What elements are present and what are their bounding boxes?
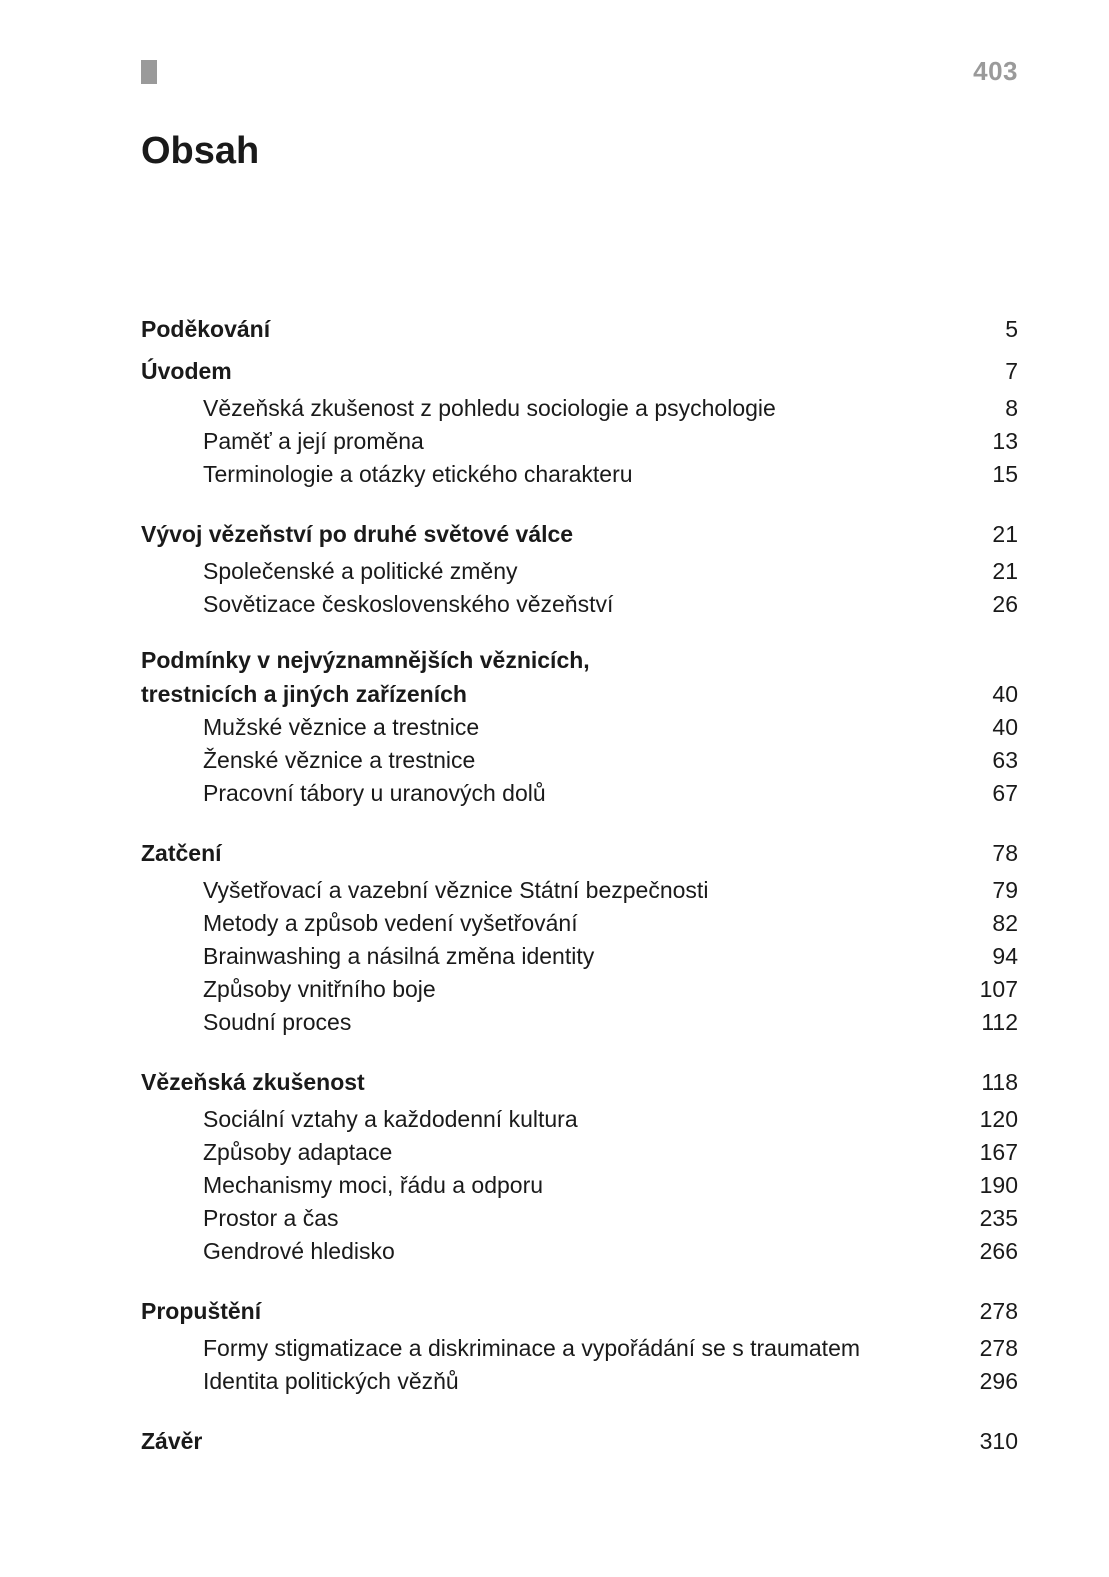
chapter-title: Propuštění (141, 1298, 262, 1324)
subsection-title: Mechanismy moci, řádu a odporu (203, 1172, 544, 1198)
toc-subsection-entry[interactable] (141, 1365, 1018, 1398)
subsection-page: 107 (979, 976, 1018, 1002)
toc-subsection-entry[interactable] (141, 555, 1018, 588)
subsection-title: Sociální vztahy a každodenní kultura (203, 1106, 578, 1132)
subsection-page: 40 (992, 714, 1018, 740)
toc-subsection-entry[interactable] (141, 1169, 1018, 1202)
subsection-page: 79 (992, 877, 1018, 903)
toc-chapter-entry[interactable] (141, 643, 1018, 711)
toc-chapter-entry[interactable] (141, 832, 1018, 874)
chapter-title: Podmínky v nejvýznamnějších věznicích, (141, 647, 590, 673)
toc-section (141, 1420, 1018, 1462)
toc-subsection-entry[interactable] (141, 392, 1018, 425)
toc-subsection-entry[interactable] (141, 1103, 1018, 1136)
toc-subsection-entry[interactable] (141, 458, 1018, 491)
subsection-title: Vězeňská zkušenost z pohledu sociologie a psychologie (203, 395, 776, 421)
toc-subsection-entry[interactable] (141, 1235, 1018, 1268)
toc-subsection-entry[interactable] (141, 1006, 1018, 1039)
toc-chapter-entry[interactable] (141, 1290, 1018, 1332)
toc-section (141, 1061, 1018, 1268)
toc-subsection-entry[interactable] (141, 1136, 1018, 1169)
chapter-title: Vězeňská zkušenost (141, 1069, 365, 1095)
toc-section (141, 350, 1018, 491)
subsection-title: Pracovní tábory u uranových dolů (203, 780, 546, 806)
chapter-title: Vývoj vězeňství po druhé světové válce (141, 521, 574, 547)
chapter-title: trestnicích a jiných zařízeních (141, 681, 467, 707)
subsection-page: 190 (979, 1172, 1018, 1198)
toc-chapter-entry[interactable] (141, 1061, 1018, 1103)
subsection-page: 15 (992, 461, 1018, 487)
subsection-page: 266 (979, 1238, 1018, 1264)
subsection-page: 278 (979, 1335, 1018, 1361)
chapter-title: Závěr (141, 1428, 203, 1454)
chapter-title: Úvodem (141, 358, 232, 384)
subsection-page: 82 (992, 910, 1018, 936)
toc-subsection-entry[interactable] (141, 588, 1018, 621)
subsection-title: Prostor a čas (203, 1205, 339, 1231)
subsection-page: 94 (992, 943, 1018, 969)
subsection-page: 235 (979, 1205, 1018, 1231)
subsection-page: 8 (1005, 395, 1018, 421)
toc-section (141, 643, 1018, 810)
chapter-title-line (141, 643, 1018, 677)
page-title: Obsah (141, 130, 260, 172)
subsection-title: Metody a způsob vedení vyšetřování (203, 910, 578, 936)
subsection-title: Brainwashing a násilná změna identity (203, 943, 595, 969)
subsection-title: Paměť a její proměna (203, 428, 424, 454)
chapter-page: 310 (979, 1428, 1018, 1454)
chapter-title-line (141, 677, 1018, 711)
chapter-title: Zatčení (141, 840, 222, 866)
subsection-title: Mužské věznice a trestnice (203, 714, 480, 740)
toc-section (141, 308, 1018, 350)
table-of-contents (141, 308, 1018, 1484)
chapter-page: 118 (981, 1069, 1018, 1095)
toc-subsection-entry[interactable] (141, 907, 1018, 940)
subsection-page: 67 (992, 780, 1018, 806)
subsection-title: Ženské věznice a trestnice (203, 747, 476, 773)
subsection-page: 21 (992, 558, 1018, 584)
toc-chapter-entry[interactable] (141, 513, 1018, 555)
subsection-page: 63 (992, 747, 1018, 773)
toc-chapter-entry[interactable] (141, 1420, 1018, 1462)
chapter-page: 7 (1005, 358, 1018, 384)
subsection-page: 112 (981, 1009, 1018, 1035)
chapter-page: 40 (992, 681, 1018, 707)
toc-section (141, 832, 1018, 1039)
subsection-title: Soudní proces (203, 1009, 352, 1035)
subsection-title: Formy stigmatizace a diskriminace a vypořádání se s traumatem (203, 1335, 861, 1361)
subsection-title: Společenské a politické změny (203, 558, 518, 584)
chapter-title: Poděkování (141, 316, 271, 342)
subsection-title: Způsoby adaptace (203, 1139, 393, 1165)
subsection-title: Identita politických vězňů (203, 1368, 459, 1394)
subsection-title: Sovětizace československého vězeňství (203, 591, 614, 617)
subsection-title: Terminologie a otázky etického charakteru (203, 461, 633, 487)
chapter-page: 278 (979, 1298, 1018, 1324)
subsection-page: 13 (992, 428, 1018, 454)
chapter-page: 5 (1005, 316, 1018, 342)
subsection-title: Způsoby vnitřního boje (203, 976, 436, 1002)
toc-subsection-entry[interactable] (141, 425, 1018, 458)
subsection-title: Vyšetřovací a vazební věznice Státní bezpečnosti (203, 877, 709, 903)
toc-chapter-entry[interactable] (141, 308, 1018, 350)
subsection-page: 26 (992, 591, 1018, 617)
chapter-page: 21 (992, 521, 1018, 547)
toc-subsection-entry[interactable] (141, 940, 1018, 973)
subsection-page: 296 (979, 1368, 1018, 1394)
toc-subsection-entry[interactable] (141, 777, 1018, 810)
subsection-page: 120 (979, 1106, 1018, 1132)
subsection-page: 167 (979, 1139, 1018, 1165)
toc-subsection-entry[interactable] (141, 711, 1018, 744)
toc-subsection-entry[interactable] (141, 973, 1018, 1006)
chapter-page: 78 (992, 840, 1018, 866)
toc-subsection-entry[interactable] (141, 744, 1018, 777)
toc-subsection-entry[interactable] (141, 1332, 1018, 1365)
page-number: 403 (973, 56, 1018, 86)
toc-chapter-entry[interactable] (141, 350, 1018, 392)
toc-section (141, 1290, 1018, 1398)
toc-section (141, 513, 1018, 621)
corner-marker (141, 60, 157, 84)
toc-subsection-entry[interactable] (141, 874, 1018, 907)
toc-subsection-entry[interactable] (141, 1202, 1018, 1235)
subsection-title: Gendrové hledisko (203, 1238, 395, 1264)
